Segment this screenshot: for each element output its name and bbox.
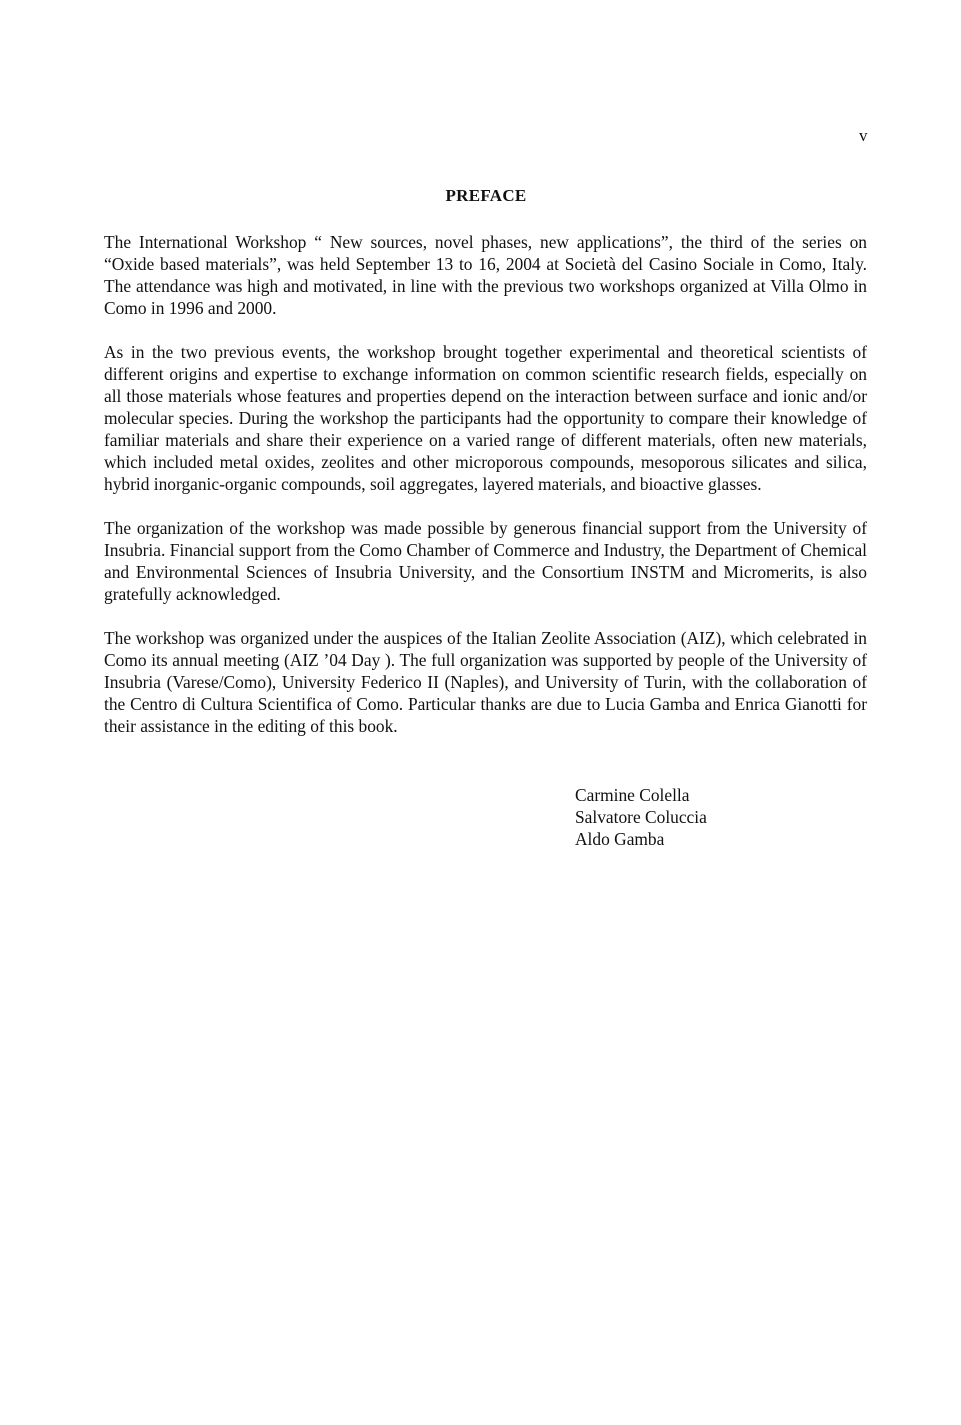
paragraph-1: The International Workshop “ New sources, novel phases, new applications”, the third of the series on “Oxide based materials”, was held September 13 to 16, 2004 at Società del Casino Sociale in Como, Italy. The attendance was high and motivated, in line with the previous two workshops organized at Villa Olmo in Como in 1996 and 2000. (104, 232, 867, 318)
paragraph-2: As in the two previous events, the workshop brought together experimental and theoretical scientists of different origins and expertise to exchange information on common scientific research fields, especially on all those materials whose features and properties depend on the interaction between surface and ionic and/or molecular species. During the workshop the participants had the opportunity to compare their knowledge of familiar materials and share their experience on a varied range of different materials, often new materials, which included metal oxides, zeolites and other microporous compounds, mesoporous silicates and silica, hybrid inorganic-organic compounds, soil aggregates, layered materials, and bioactive glasses. (104, 342, 867, 494)
preface-body (104, 231, 867, 759)
paragraph-3: The organization of the workshop was made possible by generous financial support from the University of Insubria. Financial support from the Como Chamber of Commerce and Industry, the Department of Chemical and Environmental Sciences of Insubria University, and the Consortium INSTM and Micromerits, is also gratefully acknowledged. (104, 518, 867, 604)
page-title: PREFACE (445, 186, 527, 205)
signature-name: Aldo Gamba (575, 829, 665, 849)
paragraph-4: The workshop was organized under the auspices of the Italian Zeolite Association (AIZ), which celebrated in Como its annual meeting (AIZ ’04 Day ). The full organization was supported by people of the University of Insubria (Varese/Como), University Federico II (Naples), and University of Turin, with the collaboration of the Centro di Cultura Scientifica of Como. Particular thanks are due to Lucia Gamba and Enrica Gianotti for their assistance in the editing of this book. (104, 628, 867, 736)
signature-block (575, 784, 707, 850)
signature-name: Salvatore Coluccia (575, 807, 707, 827)
signature-name: Carmine Colella (575, 785, 690, 805)
page-number: v (859, 126, 868, 145)
